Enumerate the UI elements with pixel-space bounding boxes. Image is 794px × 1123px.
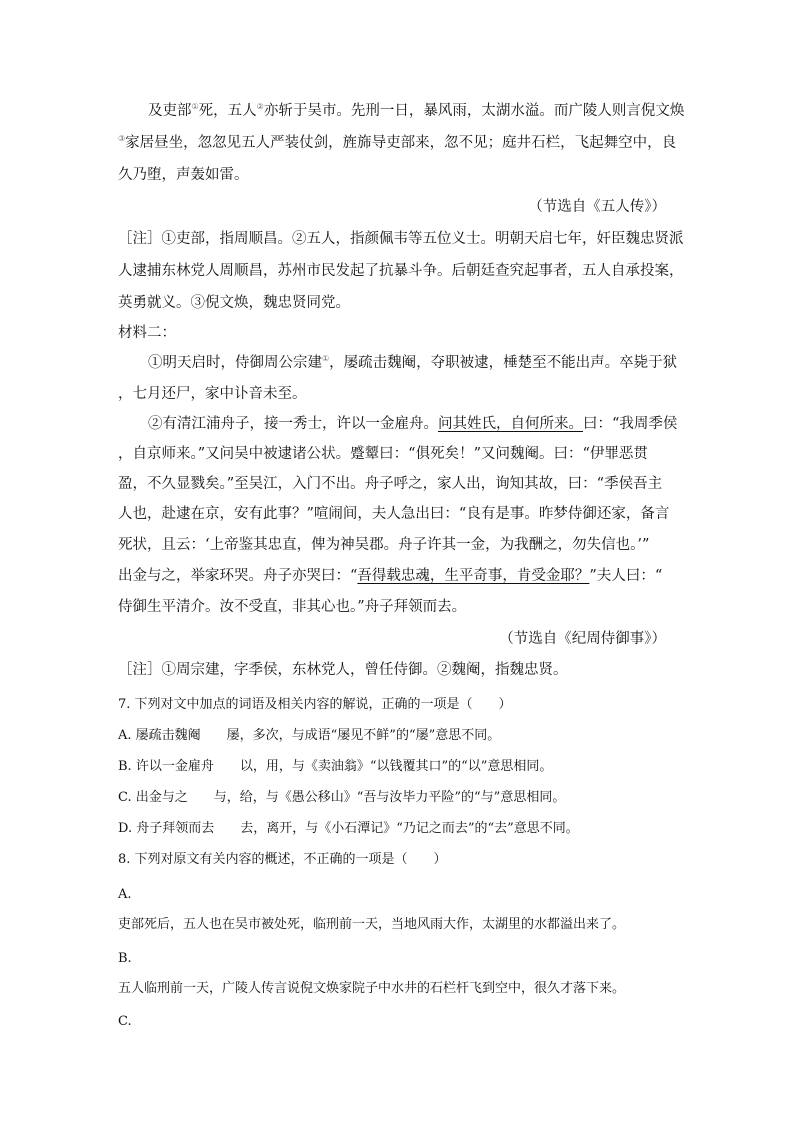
option-c-label: C. xyxy=(118,1014,132,1029)
option-a-text: 吏部死后，五人也在吴市被处死，临刑前一天，当地风雨大作，太湖里的水都溢出来了。 xyxy=(118,917,626,932)
passage2-line: ①明天启时，侍御周公宗建①，屡疏击魏阉，夺职被逮，棰楚至不能出声。卒毙于狱 xyxy=(148,354,678,371)
option-b-label: B. xyxy=(118,951,132,966)
footnote-marker: ② xyxy=(256,102,264,112)
passage2-line: 人也，赴逮在京，安有此事？”喧闹间，夫人急出曰：“良有是事。昨梦侍御还家，备言 xyxy=(118,506,670,522)
passage1-line: 久乃堕，声轰如雷。 xyxy=(118,167,249,183)
option-b: B. 许以一金雇舟 以，用，与《卖油翁》“以钱覆其口”的“以”意思相同。 xyxy=(118,759,553,774)
source-citation: （节选自《五人传》） xyxy=(528,199,666,215)
passage2-line: ，自京师来。”又问吴中被逮诸公状。蹙颦曰：“俱死矣！”又问魏阉。曰：“伊罪恶贯 xyxy=(118,446,648,462)
option-a-label: A. xyxy=(118,887,132,902)
passage2-line: 出金与之，举家环哭。舟子亦哭曰：“吾得载忠魂，生平奇事，肯受金耶？”夫人曰：“ xyxy=(118,568,663,584)
footnote-marker: ① xyxy=(191,102,199,112)
footnote-marker: ③ xyxy=(118,134,126,144)
option-d: D. 舟子拜领而去 去，离开，与《小石潭记》“乃记之而去”的“去”意思不同。 xyxy=(118,821,579,836)
option-b-text: 五人临刑前一天，广陵人传言说倪文焕家院子中水井的石栏杆飞到空中，很久才落下来。 xyxy=(118,981,626,996)
passage2-line: 侍御生平清介。汝不受直，非其心也。”舟子拜领而去。 xyxy=(118,599,467,615)
option-a: A. 屡疏击魏阉 屡，多次，与成语“屡见不鲜”的“屡”意思不同。 xyxy=(118,728,501,743)
passage2-line: ②有清江浦舟子，接一秀士，许以一金雇舟。问其姓氏，自何所来。曰：“我周季侯 xyxy=(148,416,678,432)
section-heading: 材料二： xyxy=(118,325,176,341)
passage2-line: 盈，不久显戮矣。”至吴江，入门不出。舟子呼之，家人出，询知其故，曰：“季侯吾主 xyxy=(118,476,663,492)
question-7: 7. 下列对文中加点的词语及相关内容的解说，正确的一项是（ ） xyxy=(118,697,512,712)
annotation-line: ［注］①周宗建，字季侯，东林党人，曾任侍御。②魏阉，指魏忠贤。 xyxy=(118,662,568,678)
passage1-line: 及吏部①死，五人②亦斩于吴市。先刑一日，暴风雨，太湖水溢。而广陵人则言倪文焕 xyxy=(148,102,685,119)
source-citation: （节选自《纪周侍御事》） xyxy=(499,631,666,647)
annotation-line: ［注］①吏部，指周顺昌。②五人，指颜佩韦等五位义士。明朝天启七年，奸臣魏忠贤派 xyxy=(118,231,684,247)
option-c: C. 出金与之 与，给，与《愚公移山》“吾与汝毕力平险”的“与”意思相同。 xyxy=(118,790,566,805)
passage1-line: ③家居昼坐，忽忽见五人严装仗剑，旌旆导吏部来，忽不见；庭井石栏，飞起舞空中，良 xyxy=(118,134,677,151)
question-8: 8. 下列对原文有关内容的概述，不正确的一项是（ ） xyxy=(118,852,447,867)
underlined-sentence: 吾得载忠魂，生平奇事，肯受金耶？ xyxy=(357,568,590,584)
annotation-line: 人逮捕东林党人周顺昌，苏州市民发起了抗暴斗争。后朝廷查究起事者，五人自承投案， xyxy=(118,263,684,279)
passage2-line: ，七月还尸，家中讣音未至。 xyxy=(118,386,307,402)
passage2-line: 死状，且云：‘上帝鉴其忠直，俾为神吴郡。舟子许其一金，为我酬之，勿失信也。’” xyxy=(118,537,650,553)
annotation-line: 英勇就义。③倪文焕，魏忠贤同党。 xyxy=(118,295,350,311)
footnote-marker: ① xyxy=(322,354,330,364)
underlined-sentence: 问其姓氏，自何所来。 xyxy=(438,416,583,432)
